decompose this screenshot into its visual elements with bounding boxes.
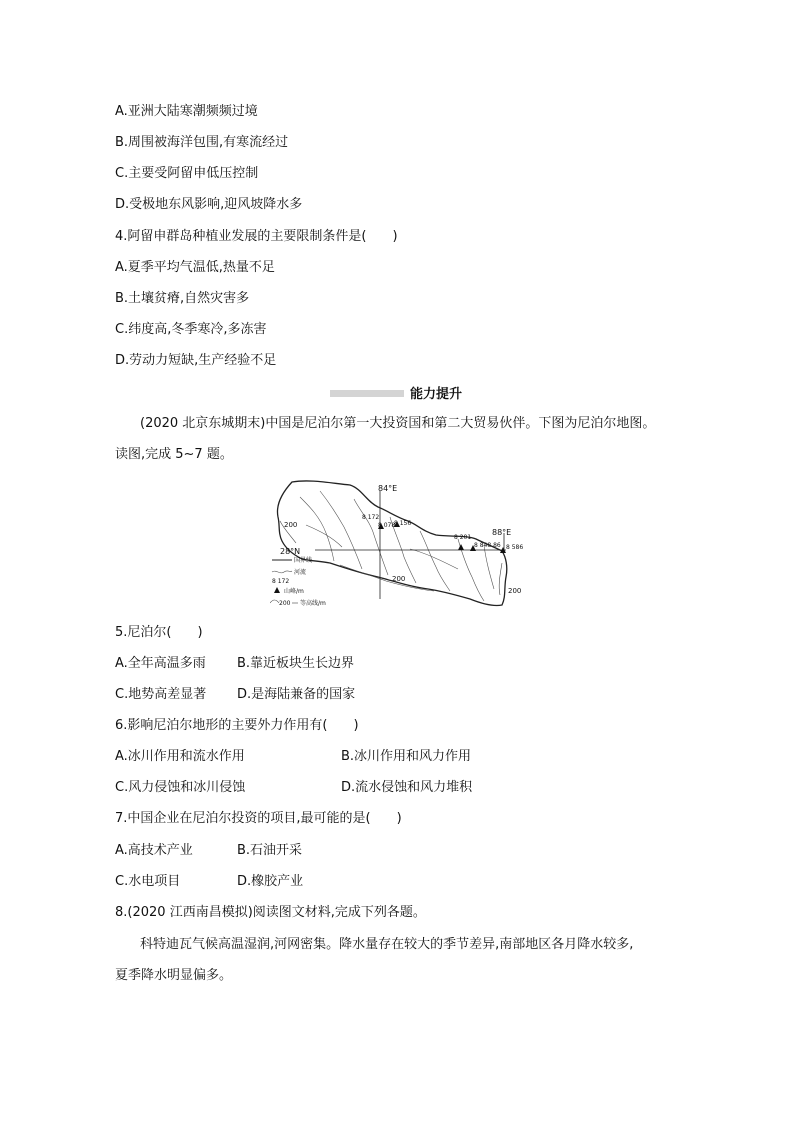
legend-contour-value: 200: [279, 600, 291, 607]
contour-label-3: 200: [508, 587, 522, 595]
q8-paragraph-line-1: 科特迪瓦气候高温湿润,河网密集。降水量存在较大的季节差异,南部地区各月降水较多,: [140, 937, 634, 952]
section-title: 能力提升: [410, 387, 463, 402]
legend-peak-label: 山峰/m: [284, 588, 304, 595]
q6-option-c: C.风力侵蚀和冰川侵蚀: [115, 780, 246, 795]
lat-28-label: 28°N: [280, 547, 301, 556]
q6-option-d: D.流水侵蚀和风力堆积: [341, 780, 473, 795]
q6-option-b: B.冰川作用和风力作用: [341, 749, 472, 764]
legend-peak-value: 8 172: [272, 578, 290, 585]
q3-option-b: B.周围被海洋包围,有寒流经过: [115, 135, 289, 150]
q7-option-b: B.石油开采: [237, 843, 303, 858]
legend-river-label: 河流: [294, 569, 307, 576]
q6-stem: 6.影响尼泊尔地形的主要外力作用有( ): [115, 718, 359, 733]
q5-option-c: C.地势高差显著: [115, 687, 207, 702]
q4-option-a: A.夏季平均气温低,热量不足: [115, 260, 275, 275]
intro-line-2: 读图,完成 5~7 题。: [115, 447, 233, 462]
q5-option-b: B.靠近板块生长边界: [237, 656, 355, 671]
section-bar: [330, 390, 404, 397]
q7-stem: 7.中国企业在尼泊尔投资的项目,最可能的是( ): [115, 811, 402, 826]
contour-label-1: 200: [284, 521, 298, 529]
q7-option-c: C.水电项目: [115, 874, 181, 889]
q4-option-c: C.纬度高,冬季寒冷,多冻害: [115, 322, 267, 337]
q8-stem: 8.(2020 江西南昌模拟)阅读图文材料,完成下列各题。: [115, 905, 426, 920]
peak-label-3: 8 156: [394, 520, 412, 527]
q8-paragraph-line-2: 夏季降水明显偏多。: [115, 968, 233, 983]
legend-contour-label: 等高线/m: [300, 600, 326, 607]
map-legend: [270, 556, 326, 607]
lon-84-label: 84°E: [378, 484, 398, 493]
q3-option-d: D.受极地东风影响,迎风坡降水多: [115, 197, 303, 212]
q7-option-a: A.高技术产业: [115, 843, 193, 858]
q3-option-c: C.主要受阿留申低压控制: [115, 166, 259, 181]
q3-option-a: A.亚洲大陆寒潮频频过境: [115, 104, 258, 119]
q4-option-b: B.土壤贫瘠,自然灾害多: [115, 291, 250, 306]
peak-label-4: 8 201: [454, 534, 472, 541]
q5-option-d: D.是海陆兼备的国家: [237, 687, 356, 702]
intro-line-1: (2020 北京东城期末)中国是尼泊尔第一大投资国和第二大贸易伙伴。下图为尼泊尔地图。: [140, 416, 656, 431]
map-contours: [280, 521, 502, 595]
q5-option-a: A.全年高温多雨: [115, 656, 206, 671]
q6-option-a: A.冰川作用和流水作用: [115, 749, 245, 764]
map-rivers: [300, 491, 494, 601]
q5-stem: 5.尼泊尔( ): [115, 625, 203, 640]
map-outline: [278, 481, 507, 606]
peak-label-2: 8 078: [378, 522, 396, 529]
q7-option-d: D.橡胶产业: [237, 874, 304, 889]
contour-label-2: 200: [392, 575, 406, 583]
q4-stem: 4.阿留申群岛种植业发展的主要限制条件是( ): [115, 229, 398, 244]
peak-label-1: 8 172: [362, 514, 380, 521]
peak-label-5: 8 848.86: [474, 542, 501, 549]
q4-option-d: D.劳动力短缺,生产经验不足: [115, 353, 277, 368]
peak-icon: [274, 587, 280, 593]
nepal-map: [270, 477, 528, 613]
peak-icon: [458, 544, 464, 550]
peak-label-6: 8 586: [506, 544, 524, 551]
legend-border-label: 国界线: [294, 557, 313, 564]
lon-88-label: 88°E: [492, 528, 512, 537]
